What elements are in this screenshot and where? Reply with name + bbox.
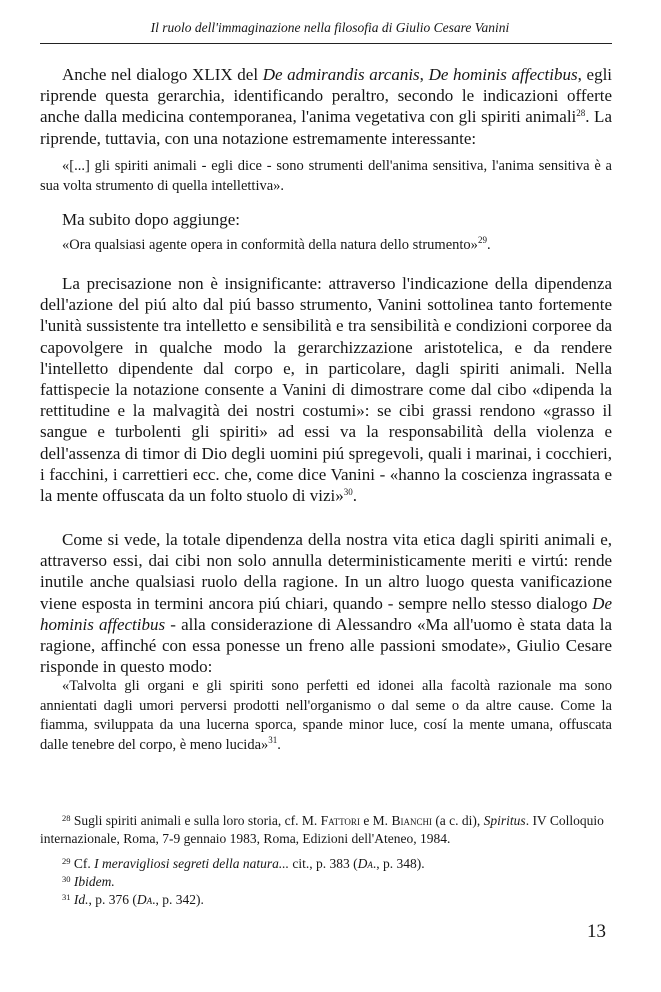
footnote-ref-30: 30 <box>343 487 353 498</box>
header-rule <box>40 43 612 44</box>
footnote-29: $^{29}$ Cf. I meravigliosi segreti della natura... cit., p. 383 (Da., p. 348). <box>62 856 425 871</box>
block-quote-1: «[...] gli spiriti animali - egli dice - sono strumenti dell'anima sensitiva, l'anima sensitiva è a sua volta strumento di quella intellettiva». <box>40 158 612 194</box>
paragraph-1: Anche nel dialogo XLIX del De admirandis arcanis, De hominis affectibus, egli riprende questa gerarchia, identificando peraltro, secondo le indicazioni offerte anche dalla medicina contemporanea, l'anima vegetativa con gli spiriti animali$^{28}$. La riprende, tuttavia, con una notazione estremamente interessante: <box>40 65 613 148</box>
work-title: De hominis affectibus <box>428 65 578 84</box>
page-number: 13 <box>587 921 606 942</box>
footnote-ref-29: 29 <box>477 235 487 245</box>
paragraph-2: Ma subito dopo aggiunge: <box>62 210 241 229</box>
paragraph-4: Come si vede, la totale dipendenza della nostra vita etica dagli spiriti animali e, attraverso essi, dai cibi non solo annulla deterministicamente meriti e virtú: rende inutile anche qualsiasi ruolo della ragione. In un altro luogo questa vanificazione viene esposta in termini ancora piú chiari, quando - sempre nello stesso dialogo De hominis affectibus - alla considerazione di Alessandro «Ma all'uomo è stata data la ragione, affinché con essa ponesse un freno alle passioni smodate», Giulio Cesare risponde in questo modo: <box>40 530 612 677</box>
footnote-30: $^{30}$ Ibidem. <box>62 874 115 889</box>
work-title: De admirandis arcanis <box>262 65 420 84</box>
block-quote-3: «Talvolta gli organi e gli spiriti sono perfetti ed idonei alla facoltà razionale ma sono annientati dagli umori perversi prodotti nell'organismo o dal seme o da altre cause. Come la fiamma, sviluppata da una lucerna sporca, spande minor luce, cosí la mente umana, offuscata dalle tenebre del corpo, è meno lucida»$^{31}$. <box>40 678 612 753</box>
footnote-31: $^{31}$ Id., p. 376 (Da., p. 342). <box>62 892 204 907</box>
work-title: De hominis affectibus <box>40 593 612 634</box>
footnote-28: $^{28}$ Sugli spiriti animali e sulla loro storia, cf. M. Fattori e M. Bianchi (a c. di), Spiritus. IV Colloquio internazionale, Roma, 7-9 gennaio 1983, Roma, Edizioni dell'Ateneo, 1984. <box>40 813 604 847</box>
running-header: Il ruolo dell'immaginazione nella filosofia di Giulio Cesare Vanini <box>150 20 510 35</box>
footnote-ref-28: 28 <box>576 108 586 119</box>
block-quote-2: «Ora qualsiasi agente opera in conformità della natura dello strumento»$^{29}$. <box>62 235 491 253</box>
footnote-ref-31: 31 <box>268 734 278 745</box>
paragraph-3: La precisazione non è insignificante: attraverso l'indicazione della dipendenza dell'azione del piú alto dal piú basso strumento, Vanini sottolinea tanto fortemente l'unità sussistente tra intelletto e sensibilità e tra sensibilità e condizioni corporee da capovolgere in qualche modo la gerarchizzazione aristotelica, e da rendere l'intelletto dipendente dal corpo e, in particolare, dagli spiriti animali. Nella fattispecie la notazione consente a Vanini di dimostrare come dal cibo «dipenda la rettitudine e la malvagità dei nostri costumi»: se cibi grassi rendono «grasso il sangue e turbolenti gli spiriti» ad essi va la responsabilità della violenza e dell'assenza di timor di Dio degli uomini piú spregevoli, quali i marinai, i cocchieri, i facchini, i carrettieri ecc. che, come dice Vanini - «hanno la coscienza ingrassata e la mente offuscata da un folto stuolo di vizi»$^{30}$. <box>40 274 612 506</box>
